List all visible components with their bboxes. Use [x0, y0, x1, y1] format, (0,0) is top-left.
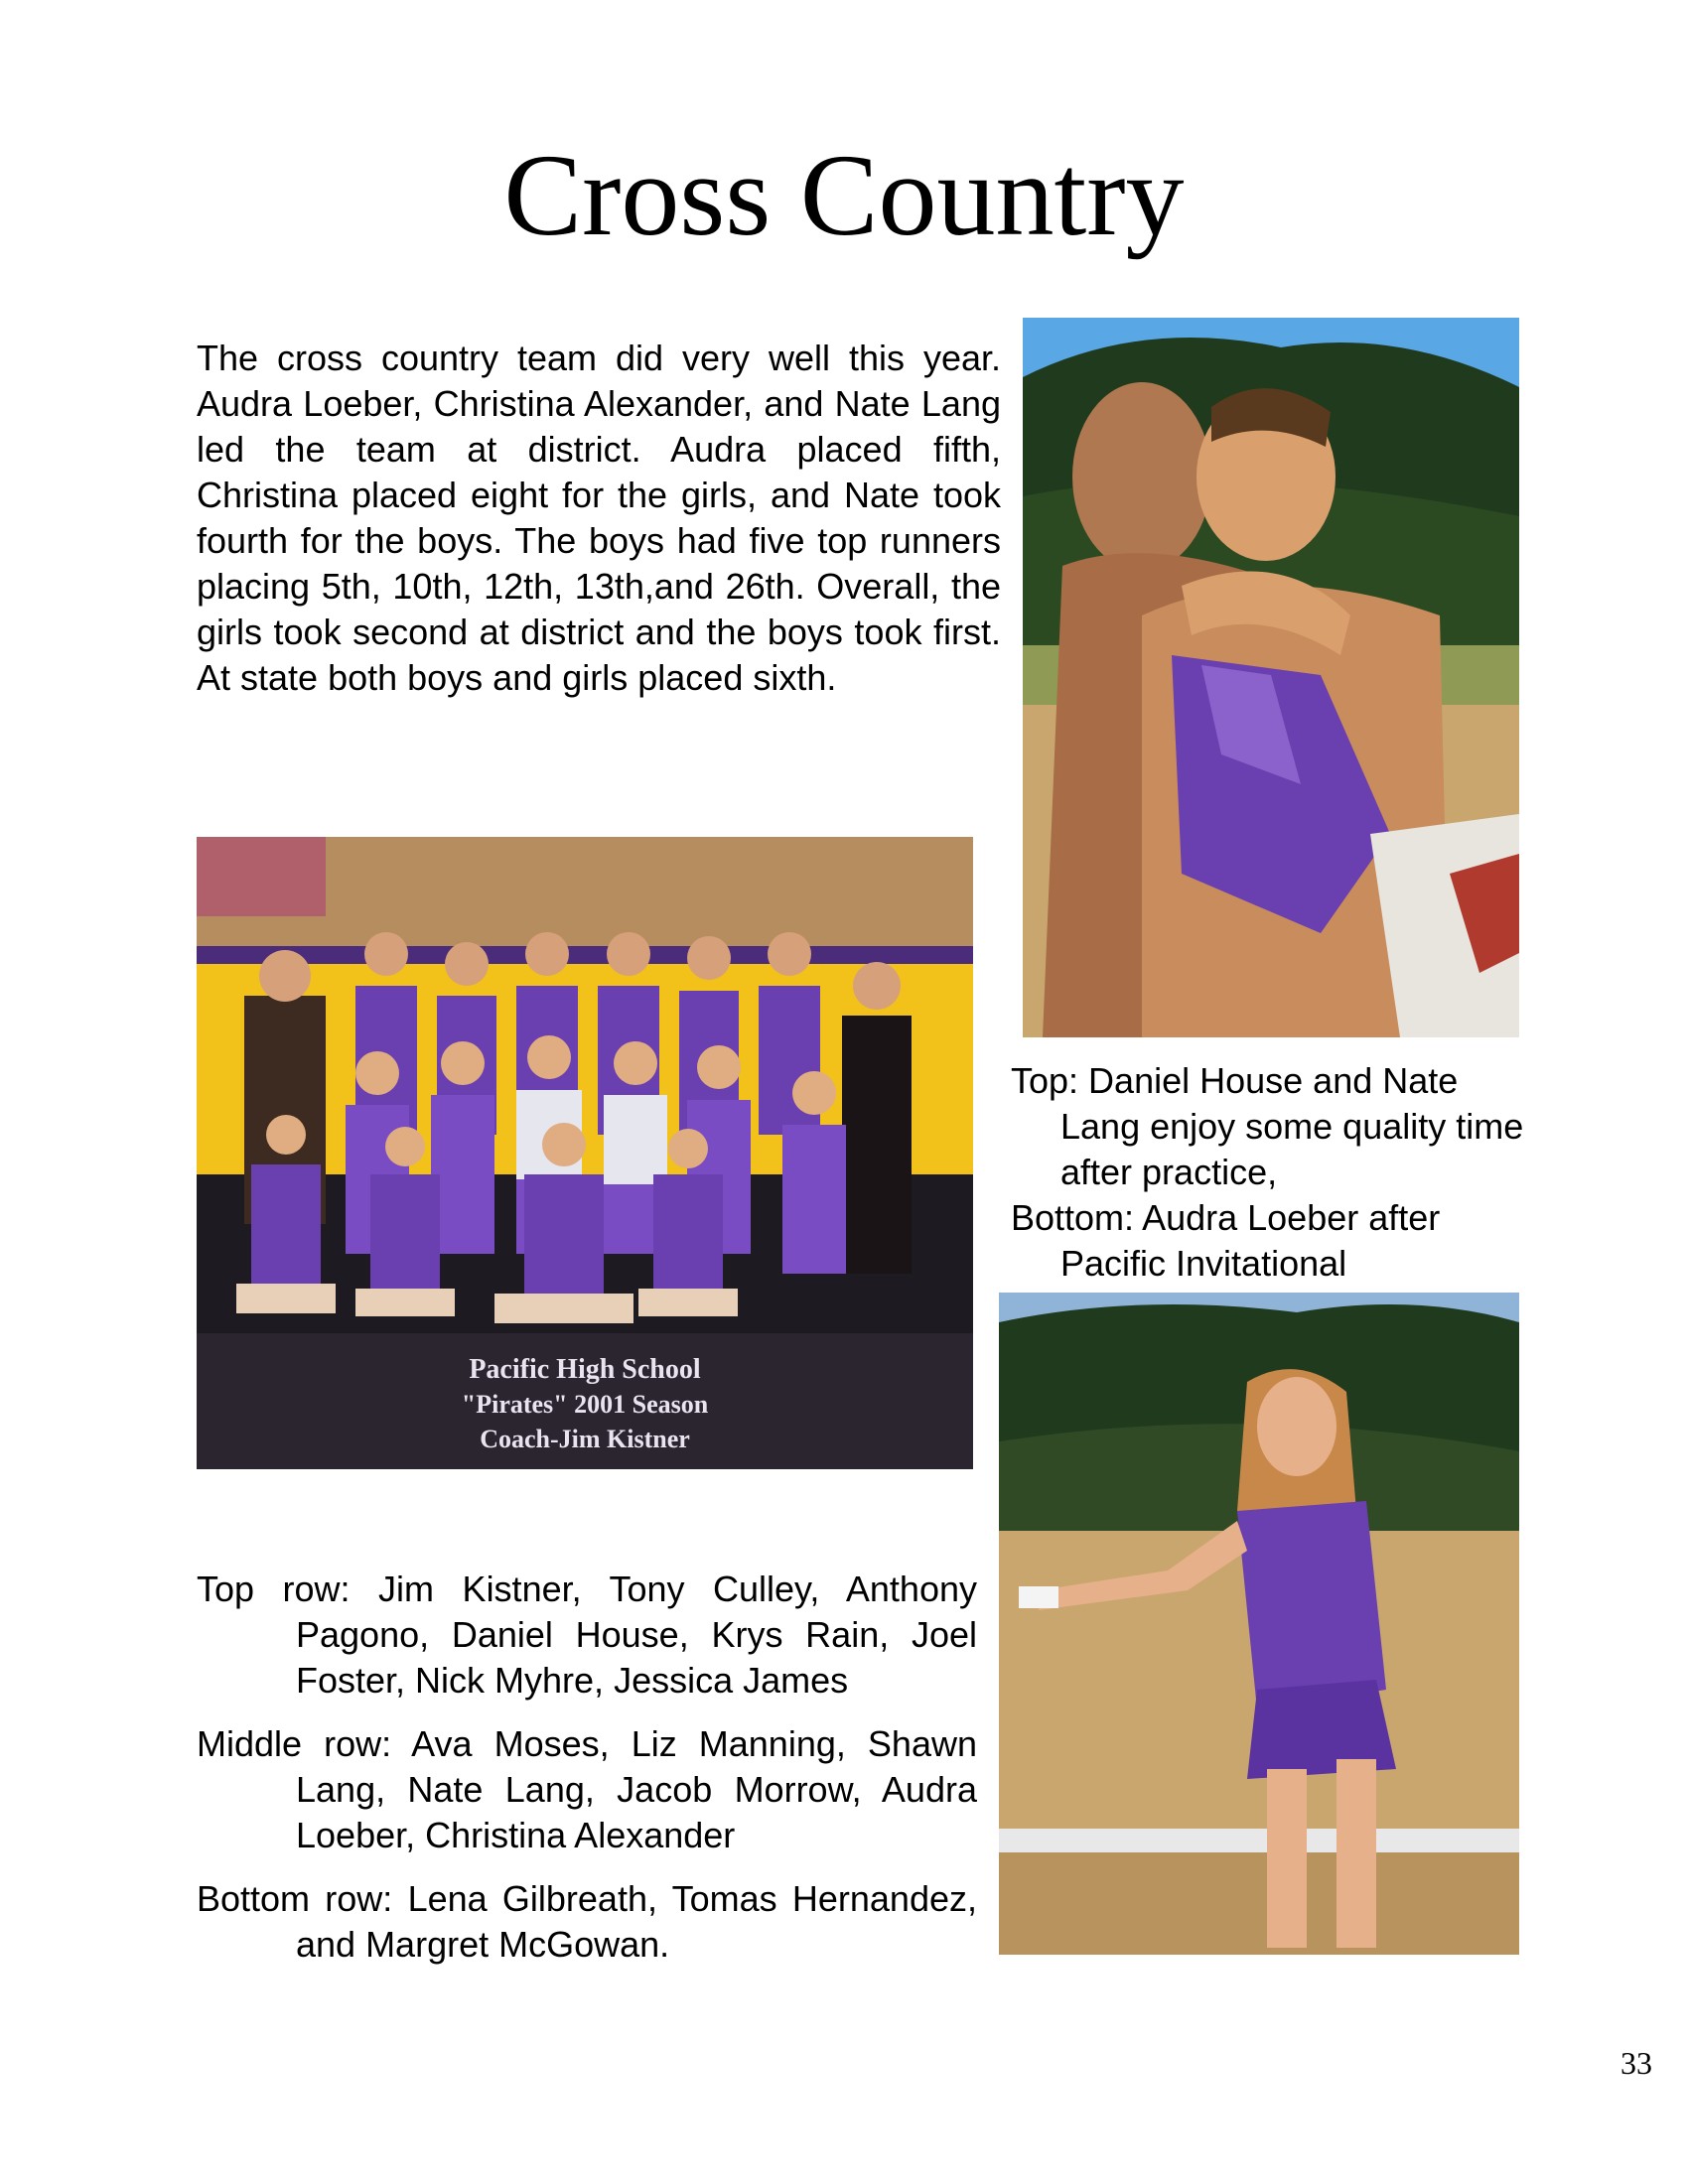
roster-bottom-row: Bottom row: Lena Gilbreath, Tomas Hernandez, and Margret McGowan.: [197, 1878, 977, 1965]
team-photo-overlay-line1: Pacific High School: [469, 1354, 701, 1385]
roster-middle-row: Middle row: Ava Moses, Liz Manning, Shawn Lang, Nate Lang, Jacob Morrow, Audra Loeber, Christina Alexander: [197, 1723, 977, 1855]
team-photo: [197, 837, 973, 1469]
team-photo-icon: [197, 837, 973, 1469]
team-roster: [197, 1567, 977, 1985]
page-number: 33: [1620, 2045, 1652, 2081]
page-title: Cross Country: [503, 130, 1185, 260]
right-caption-bottom: Bottom: Audra Loeber after Pacific Invitational: [1011, 1197, 1441, 1284]
hug-photo-icon: [1023, 318, 1519, 1037]
hug-photo: [1023, 318, 1519, 1037]
runner-photo-icon: [999, 1293, 1519, 1955]
team-photo-overlay-line3: Coach-Jim Kistner: [480, 1425, 690, 1453]
runner-photo: [999, 1293, 1519, 1955]
team-photo-overlay-line2: "Pirates" 2001 Season: [461, 1390, 709, 1419]
right-caption-top: Top: Daniel House and Nate Lang enjoy some quality time after practice,: [1011, 1060, 1524, 1192]
roster-top-row: Top row: Jim Kistner, Tony Culley, Anthony Pagono, Daniel House, Krys Rain, Joel Foster, Nick Myhre, Jessica James: [197, 1569, 977, 1701]
right-caption: [1011, 1058, 1547, 1287]
intro-paragraph: The cross country team did very well this year. Audra Loeber, Christina Alexander, and Nate Lang led the team at district. Audra placed fifth, Christina placed eight for the girls, and Nate took fourth for the boys. The boys had five top runners placing 5th, 10th, 12th, 13th,and 26th. Overall, the girls took second at district and the boys took first. At state both boys and girls placed sixth.: [197, 338, 1001, 698]
